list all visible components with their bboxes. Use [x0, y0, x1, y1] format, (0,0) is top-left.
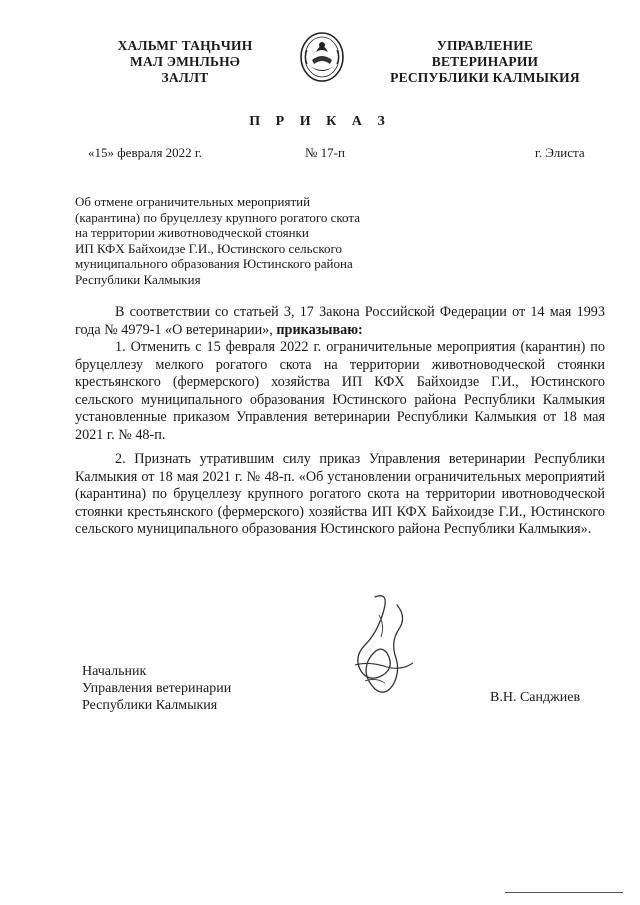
- header-right-line-2: ВЕТЕРИНАРИИ: [431, 54, 539, 69]
- signatory-title-line: Управления ветеринарии: [82, 681, 232, 696]
- subject-line: муниципального образования Юстинского района: [75, 256, 353, 272]
- header-right-line-1: УПРАВЛЕНИЕ: [436, 38, 534, 53]
- signatory-name: В.Н. Санджиев: [490, 690, 581, 705]
- subject-line: (карантина) по бруцеллезу крупного рогатого скота: [75, 209, 360, 225]
- item-2-paragraph: 2. Признать утратившим силу приказ Управления ветеринарии Республики Калмыкия от 18 мая 2021 г. № 48-п. «Об установлении ограничительных мероприятий (карантина) по бруцеллезу крупного рогатого скота на территории ивотноводческой стоянки крестьянского (фермерского) хозяйства ИП КФХ Байхоидзе Г.И., Юстинского сельского муниципального образования Юстинского района Республики Калмыкия».: [75, 451, 605, 537]
- coat-of-arms-icon: [298, 30, 346, 84]
- header-left-kalmyk: [100, 38, 270, 86]
- order-date: «15» февраля 2022 г.: [88, 145, 203, 160]
- subject-line: ИП КФХ Байхоидзе Г.И., Юстинского сельского: [75, 240, 343, 256]
- subject-line: Республики Калмыкия: [75, 271, 201, 287]
- signatory-title-line: Начальник: [82, 664, 147, 679]
- header-right-russian: [390, 38, 580, 86]
- intro-text: В соответствии со статьей 3, 17 Закона Российской Федерации от 14 мая 1993 года № 4979-1 «О ветеринарии»,: [75, 304, 605, 338]
- order-number: № 17-п: [305, 145, 345, 160]
- signatory-title: [82, 663, 231, 714]
- intro-paragraph: [75, 304, 605, 339]
- order-title: П Р И К А З: [249, 114, 391, 129]
- subject-line: на территории животноводческой стоянки: [75, 225, 309, 241]
- handwritten-signature: [335, 585, 425, 705]
- footer-divider: [505, 892, 623, 893]
- header-left-line-2: МАЛ ЭМНЛЬНӘ: [130, 54, 240, 69]
- intro-resolution: приказываю:: [276, 321, 363, 338]
- order-subject: [75, 194, 405, 288]
- header-right-line-3: РЕСПУБЛИКИ КАЛМЫКИЯ: [390, 70, 580, 85]
- item-1-paragraph: 1. Отменить с 15 февраля 2022 г. ограничительные мероприятия (карантин) по бруцеллезу мелкого рогатого скота на территории животноводческой стоянки крестьянского (фермерского) хозяйства ИП КФХ Байхоидзе Г.И., Юстинского сельского муниципального образования Юстинского района Республики Калмыкия установленные приказом Управления ветеринарии Республики Калмыкия от 18 мая 2021 г. № 48-п.: [75, 339, 605, 443]
- order-body: [75, 304, 605, 539]
- header-left-line-1: ХАЛЬМГ ТАҢҺЧИН: [117, 38, 253, 53]
- subject-line: Об отмене ограничительных мероприятий: [75, 194, 311, 209]
- order-city: г. Элиста: [535, 145, 585, 160]
- header-left-line-3: ЗАЛЛТ: [161, 70, 209, 85]
- signatory-title-line: Республики Калмыкия: [82, 698, 218, 713]
